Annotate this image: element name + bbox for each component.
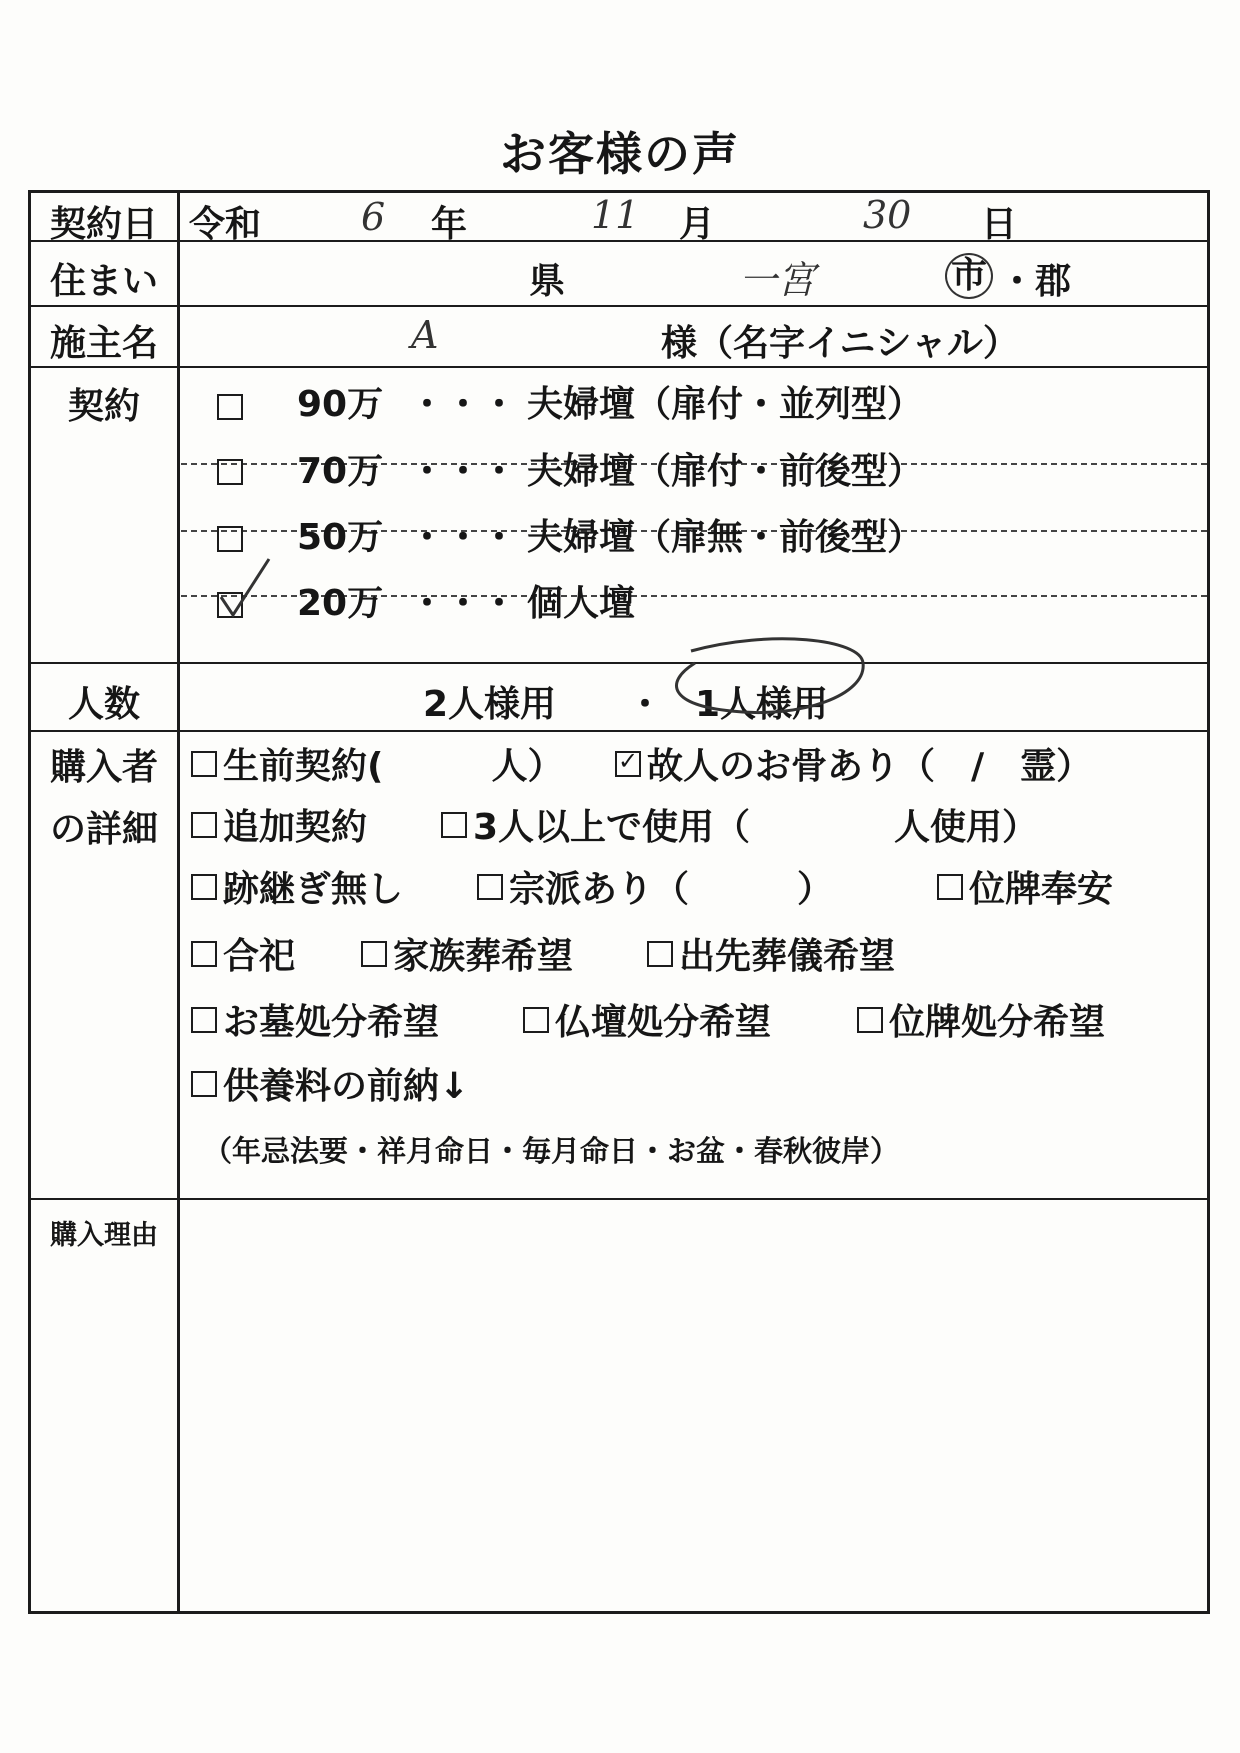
tablet-disposal-option[interactable] <box>857 994 1105 1045</box>
row-divider <box>31 1198 1207 1200</box>
altar-disposal-text: 仏壇処分希望 <box>555 1002 772 1043</box>
year-unit: 年 <box>431 204 468 245</box>
district-unit: 郡 <box>1035 261 1072 302</box>
family-funeral-option[interactable] <box>361 928 573 979</box>
three-plus-text: 3人以上で使用（ 人使用） <box>473 807 1039 848</box>
row-divider <box>31 305 1207 307</box>
contract-date-label: 契約日 <box>49 204 158 245</box>
plan-90-dots: ・・・ <box>409 384 518 425</box>
three-plus-checkbox[interactable] <box>441 812 467 838</box>
additional-checkbox[interactable] <box>191 812 217 838</box>
plan-20-checkmark-icon <box>211 553 281 623</box>
tablet-disposal-checkbox[interactable] <box>857 1007 883 1033</box>
ashes-checkbox[interactable] <box>615 746 641 777</box>
details-label-line1: 購入者 <box>49 747 158 788</box>
family-funeral-checkbox[interactable] <box>361 941 387 967</box>
no-successor-text: 跡継ぎ無し <box>223 869 404 910</box>
no-successor-checkbox[interactable] <box>191 874 217 900</box>
people-option-two[interactable]: 2人様用 <box>423 684 557 725</box>
owner-initial[interactable]: A <box>411 313 439 357</box>
reason-label: 購入理由 <box>50 1220 158 1251</box>
additional-text: 追加契約 <box>223 807 368 848</box>
sect-checkbox[interactable] <box>477 874 503 900</box>
sect-text: 宗派あり（ ） <box>509 869 834 910</box>
address-label: 住まい <box>49 261 158 302</box>
altar-disposal-checkbox[interactable] <box>523 1007 549 1033</box>
tablet-enshrine-checkbox[interactable] <box>937 874 963 900</box>
checkmark-icon: ✓ <box>618 746 639 775</box>
reason-text-area[interactable] <box>183 1203 1203 1607</box>
contract-label: 契約 <box>67 386 140 427</box>
era-label: 令和 <box>189 204 262 245</box>
tablet-disposal-text: 位牌処分希望 <box>889 1002 1106 1043</box>
month-value[interactable]: 11 <box>591 193 640 237</box>
plan-20-dots: ・・・ <box>409 583 518 624</box>
pre-need-text: 生前契約( 人） <box>223 746 564 787</box>
label-column-divider <box>177 193 180 1611</box>
plan-50-checkbox[interactable] <box>217 526 243 552</box>
prefecture-unit: 県 <box>529 261 566 302</box>
owner-name-suffix: 様（名字イニシャル） <box>661 323 1019 364</box>
outcall-funeral-text: 出先葬儀希望 <box>679 936 896 977</box>
plan-20-desc: 個人壇 <box>527 583 636 624</box>
row-divider <box>31 366 1207 368</box>
details-label-line2: の詳細 <box>49 809 158 850</box>
joint-checkbox[interactable] <box>191 941 217 967</box>
row-divider <box>31 730 1207 732</box>
survey-form <box>28 190 1210 1614</box>
sect-option[interactable] <box>477 861 833 912</box>
additional-option[interactable] <box>191 799 367 850</box>
pre-need-checkbox[interactable] <box>191 751 217 777</box>
people-separator: ・ <box>627 684 664 725</box>
city-unit-circled[interactable]: 市 <box>945 253 993 299</box>
altar-disposal-option[interactable] <box>523 994 771 1045</box>
plan-70-checkbox[interactable] <box>217 459 243 485</box>
month-unit: 月 <box>679 204 716 245</box>
selection-circle-icon <box>651 633 881 733</box>
plan-90-price: 90万 <box>297 384 384 425</box>
joint-text: 合祀 <box>223 936 296 977</box>
joint-option[interactable] <box>191 928 295 979</box>
prepaid-offering-text: 供養料の前納↓ <box>223 1066 470 1107</box>
plan-70-desc: 夫婦壇（扉付・前後型） <box>527 451 924 492</box>
day-value[interactable]: 30 <box>863 193 912 237</box>
people-option-one[interactable]: 1人様用 <box>695 684 829 725</box>
tablet-enshrine-text: 位牌奉安 <box>969 869 1114 910</box>
pre-need-option[interactable] <box>191 738 563 789</box>
grave-disposal-option[interactable] <box>191 994 439 1045</box>
three-plus-option[interactable] <box>441 799 1038 850</box>
plan-20-price: 20万 <box>297 583 384 624</box>
page-title: お客様の声 <box>500 127 740 181</box>
prepaid-offering-option[interactable] <box>191 1058 469 1109</box>
ashes-option[interactable] <box>615 738 1092 789</box>
grave-disposal-checkbox[interactable] <box>191 1007 217 1033</box>
plan-90-checkbox[interactable] <box>217 394 243 420</box>
tablet-enshrine-option[interactable] <box>937 861 1113 912</box>
year-value[interactable]: 6 <box>361 195 386 239</box>
row-divider <box>31 662 1207 664</box>
outcall-funeral-checkbox[interactable] <box>647 941 673 967</box>
people-count-label: 人数 <box>67 684 140 725</box>
plan-70-dots: ・・・ <box>409 451 518 492</box>
outcall-funeral-option[interactable] <box>647 928 895 979</box>
owner-name-label: 施主名 <box>49 323 158 364</box>
plan-50-price: 50万 <box>297 517 384 558</box>
plan-50-dots: ・・・ <box>409 517 518 558</box>
plan-70-price: 70万 <box>297 451 384 492</box>
day-unit: 日 <box>981 204 1018 245</box>
ashes-text: 故人のお骨あり（ / 霊） <box>647 746 1093 787</box>
no-successor-option[interactable] <box>191 861 403 912</box>
grave-disposal-text: お墓処分希望 <box>223 1002 440 1043</box>
prepaid-offering-note: （年忌法要・祥月命日・毎月命日・お盆・春秋彼岸） <box>203 1134 900 1168</box>
plan-50-desc: 夫婦壇（扉無・前後型） <box>527 517 924 558</box>
city-value[interactable]: 一宮 <box>739 258 816 302</box>
family-funeral-text: 家族葬希望 <box>393 936 574 977</box>
address-separator: ・ <box>999 261 1036 302</box>
prepaid-offering-checkbox[interactable] <box>191 1071 217 1097</box>
plan-90-desc: 夫婦壇（扉付・並列型） <box>527 384 924 425</box>
